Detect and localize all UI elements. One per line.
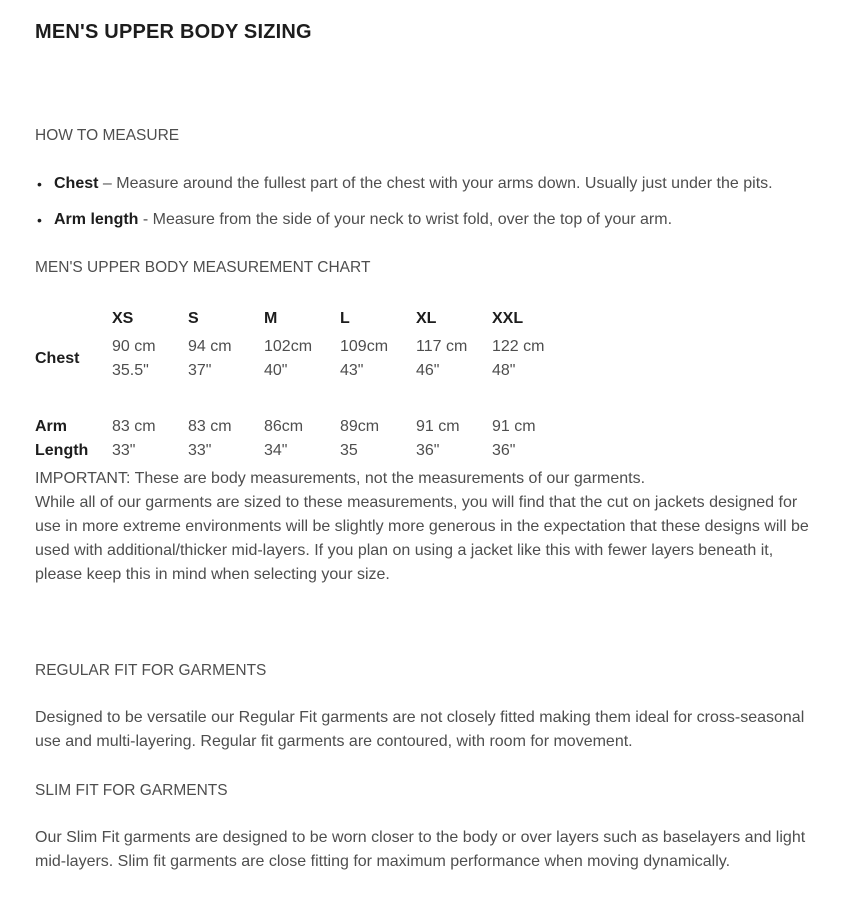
table-row-chest	[35, 335, 820, 383]
chest-xs-cm: 90 cm	[112, 338, 156, 355]
bullet-icon: •	[37, 176, 42, 192]
measurement-cell	[492, 415, 568, 463]
chest-xl-cm: 117 cm	[416, 338, 468, 355]
size-col-header-xxl: XXL	[492, 310, 524, 327]
arm-s-in: 33"	[188, 442, 212, 459]
size-col-header-xl: XL	[416, 310, 437, 327]
arm-l-cm: 89cm	[340, 418, 380, 435]
bullet-item-chest	[35, 172, 820, 196]
size-chart-table	[35, 307, 820, 463]
arm-l-in: 35	[340, 442, 358, 459]
bullet-term-arm-length: Arm length	[54, 211, 139, 228]
measurement-cell	[264, 415, 340, 463]
arm-m-cm: 86cm	[264, 418, 304, 435]
chest-xxl-cm: 122 cm	[492, 338, 545, 355]
chest-xl-in: 46"	[416, 362, 440, 379]
measurement-cell	[112, 415, 188, 463]
size-col-header-xs: XS	[112, 310, 134, 327]
chest-l-in: 43"	[340, 362, 364, 379]
size-col-header-m: M	[264, 310, 278, 327]
row-label-arm-length: Arm Length	[35, 418, 89, 459]
arm-xs-in: 33"	[112, 442, 136, 459]
measure-instructions-list	[35, 172, 820, 232]
measurement-cell	[416, 415, 492, 463]
measurement-cell	[340, 335, 416, 383]
chest-s-in: 37"	[188, 362, 212, 379]
section-heading-regular-fit: REGULAR FIT FOR GARMENTS	[35, 662, 267, 679]
bullet-icon: •	[37, 212, 42, 228]
measurement-cell	[416, 335, 492, 383]
measurement-cell	[188, 335, 264, 383]
arm-xxl-cm: 91 cm	[492, 418, 536, 435]
garment-sizing-paragraph: While all of our garments are sized to these measurements, you will find that the cut on jackets designed for use in more extreme environments will be slightly more generous in the expectation that these designs will be used with additional/thicker mid-layers. If you plan on using a jacket like this with fewer layers beneath it, please keep this in mind when selecting your size.	[35, 494, 809, 583]
arm-m-in: 34"	[264, 442, 288, 459]
section-heading-slim-fit: SLIM FIT FOR GARMENTS	[35, 782, 228, 799]
size-col-header-l: L	[340, 310, 350, 327]
arm-xxl-in: 36"	[492, 442, 516, 459]
size-col-header-s: S	[188, 310, 199, 327]
regular-fit-paragraph: Designed to be versatile our Regular Fit garments are not closely fitted making them ideal for cross-seasonal use and multi-layering. Regular fit garments are contoured, with room for movement.	[35, 709, 805, 750]
measurement-cell	[188, 415, 264, 463]
measurement-cell	[340, 415, 416, 463]
bullet-term-chest: Chest	[54, 175, 99, 192]
chest-m-in: 40"	[264, 362, 288, 379]
bullet-text-chest: – Measure around the fullest part of the chest with your arms down. Usually just under the pits.	[102, 175, 773, 192]
important-note: IMPORTANT: These are body measurements, not the measurements of our garments.	[35, 470, 646, 487]
slim-fit-paragraph: Our Slim Fit garments are designed to be worn closer to the body or over layers such as baselayers and light mid-layers. Slim fit garments are close fitting for maximum performance when moving dynamically.	[35, 829, 806, 870]
page-title: MEN'S UPPER BODY SIZING	[35, 21, 312, 43]
arm-xl-cm: 91 cm	[416, 418, 460, 435]
chest-m-cm: 102cm	[264, 338, 313, 355]
measurement-cell	[492, 335, 568, 383]
bullet-item-arm-length	[35, 208, 820, 232]
measurement-cell	[264, 335, 340, 383]
measurement-cell	[112, 335, 188, 383]
chest-l-cm: 109cm	[340, 338, 389, 355]
chest-s-cm: 94 cm	[188, 338, 232, 355]
table-row-arm-length	[35, 415, 820, 463]
section-heading-how-to-measure: HOW TO MEASURE	[35, 127, 180, 144]
bullet-text-arm-length: - Measure from the side of your neck to wrist fold, over the top of your arm.	[142, 211, 673, 228]
chest-xxl-in: 48"	[492, 362, 516, 379]
row-label-chest: Chest	[35, 350, 80, 367]
size-header-spacer	[35, 307, 112, 331]
section-heading-measurement-chart: MEN'S UPPER BODY MEASUREMENT CHART	[35, 259, 371, 276]
arm-s-cm: 83 cm	[188, 418, 232, 435]
chest-xs-in: 35.5"	[112, 362, 149, 379]
arm-xl-in: 36"	[416, 442, 440, 459]
size-header-row	[35, 307, 820, 331]
arm-xs-cm: 83 cm	[112, 418, 156, 435]
